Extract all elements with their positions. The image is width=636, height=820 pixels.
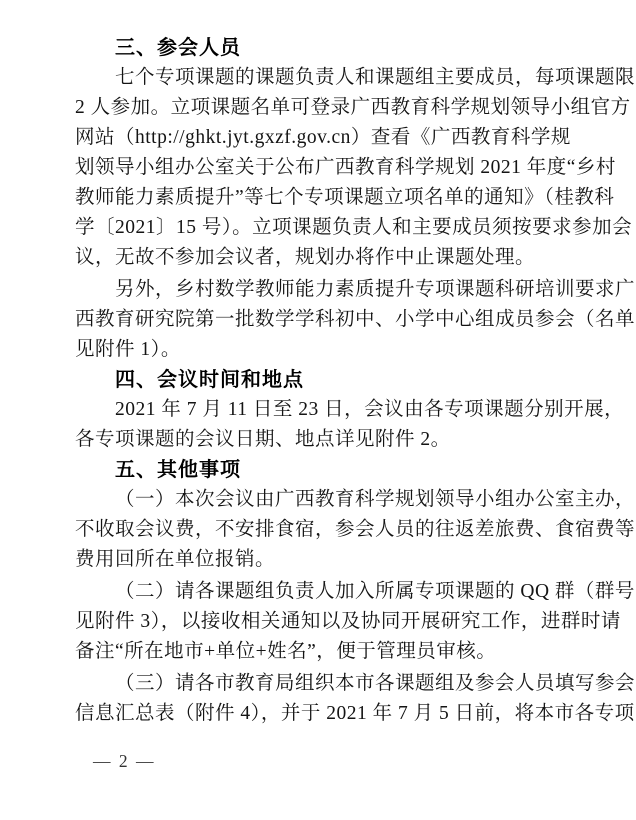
text-line: 另外，乡村数学教师能力素质提升专项课题科研培训要求广: [115, 279, 636, 300]
text-line: 备注“所在地市+单位+姓名”，便于管理员审核。: [75, 641, 497, 662]
text-line: （二）请各课题组负责人加入所属专项课题的 QQ 群（群号: [115, 581, 635, 602]
text-line: 七个专项课题的课题负责人和课题组主要成员，每项课题限: [115, 67, 636, 88]
text-line: 西教育研究院第一批数学学科初中、小学中心组成员参会（名单: [75, 309, 636, 330]
text-line: 2 人参加。立项课题名单可登录广西教育科学规划领导小组官方: [75, 97, 631, 118]
text-line: （一）本次会议由广西教育科学规划领导小组办公室主办，: [115, 489, 636, 510]
text-line: 划领导小组办公室关于公布广西教育科学规划 2021 年度“乡村: [75, 157, 616, 178]
text-line: 教师能力素质提升”等七个专项课题立项名单的通知》（桂教科: [75, 187, 615, 208]
section-heading-participants: 三、参会人员: [115, 37, 241, 59]
text-line: 各专项课题的会议日期、地点详见附件 2。: [75, 429, 451, 450]
page-number: — 2 —: [93, 751, 156, 771]
text-line: 信息汇总表（附件 4），并于 2021 年 7 月 5 日前，将本市各专项: [75, 703, 635, 724]
text-line: 2021 年 7 月 11 日至 23 日，会议由各专项课题分别开展，: [115, 399, 625, 420]
text-line: 网站（http://ghkt.jyt.gxzf.gov.cn）查看《广西教育科学规: [75, 127, 571, 148]
text-line: 费用回所在单位报销。: [75, 549, 276, 570]
text-line: 学〔2021〕15 号）。立项课题负责人和主要成员须按要求参加会: [75, 217, 633, 238]
text-line: 不收取会议费，不安排食宿，参会人员的往返差旅费、食宿费等: [75, 519, 636, 540]
section-heading-time-location: 四、会议时间和地点: [115, 369, 304, 391]
section-heading-other-matters: 五、其他事项: [115, 459, 241, 481]
text-line: 议，无故不参加会议者，规划办将作中止课题处理。: [75, 247, 536, 268]
text-line: （三）请各市教育局组织本市各课题组及参会人员填写参会: [115, 673, 636, 694]
text-line: 见附件 1）。: [75, 339, 181, 360]
text-line: 见附件 3），以接收相关通知以及协同开展研究工作，进群时请: [75, 611, 621, 632]
